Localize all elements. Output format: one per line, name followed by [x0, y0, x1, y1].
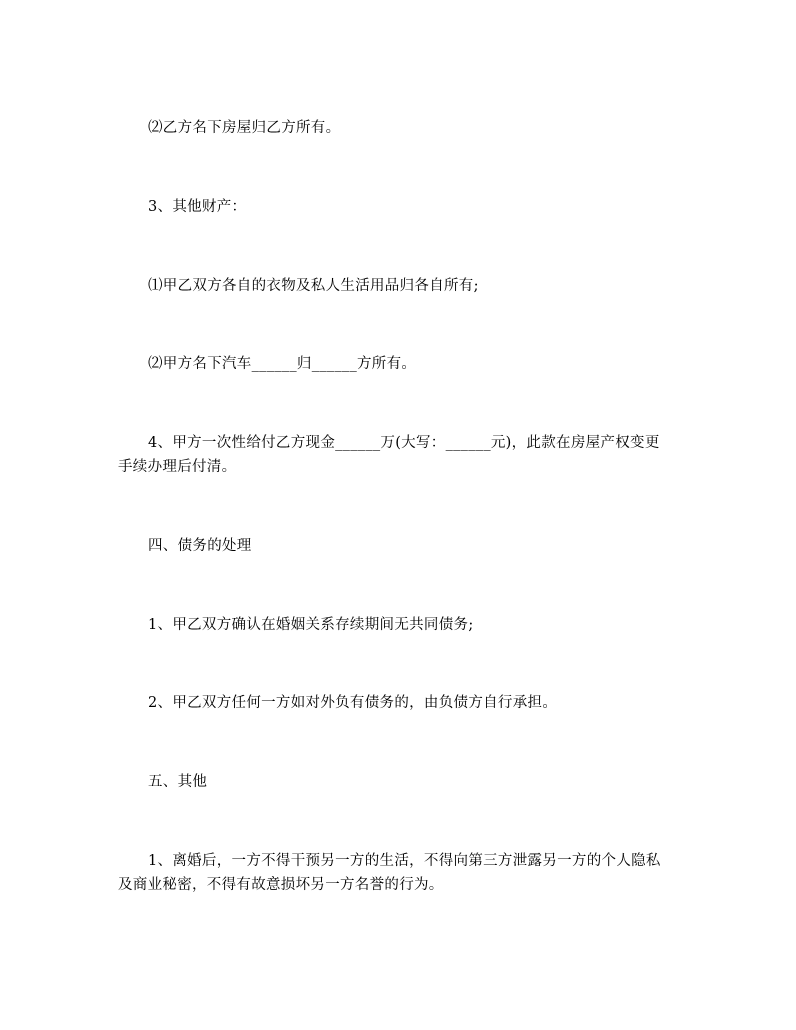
- paragraph-car-ownership: ⑵甲方名下汽车______归______方所有。: [148, 356, 417, 372]
- paragraph-no-joint-debt: 1、甲乙双方确认在婚姻关系存续期间无共同债务;: [148, 617, 474, 633]
- paragraph-cash-payment: 4、甲方一次性给付乙方现金______万(大写：______元)，此款在房屋产权变更手续办理后付清。: [118, 435, 660, 475]
- section-heading-other: 五、其他: [148, 774, 208, 790]
- paragraph-privacy-clause: 1、离婚后，一方不得干预另一方的生活，不得向第三方泄露另一方的个人隐私及商业秘密，不得有故意损坏另一方名誉的行为。: [118, 853, 661, 893]
- paragraph-personal-items: ⑴甲乙双方各自的衣物及私人生活用品归各自所有;: [148, 278, 479, 294]
- section-heading-debt: 四、债务的处理: [148, 538, 252, 554]
- paragraph-other-property-heading: 3、其他财产：: [148, 199, 247, 215]
- paragraph-house-ownership: ⑵乙方名下房屋归乙方所有。: [148, 120, 341, 136]
- paragraph-individual-debt: 2、甲乙双方任何一方如对外负有债务的，由负债方自行承担。: [148, 695, 558, 711]
